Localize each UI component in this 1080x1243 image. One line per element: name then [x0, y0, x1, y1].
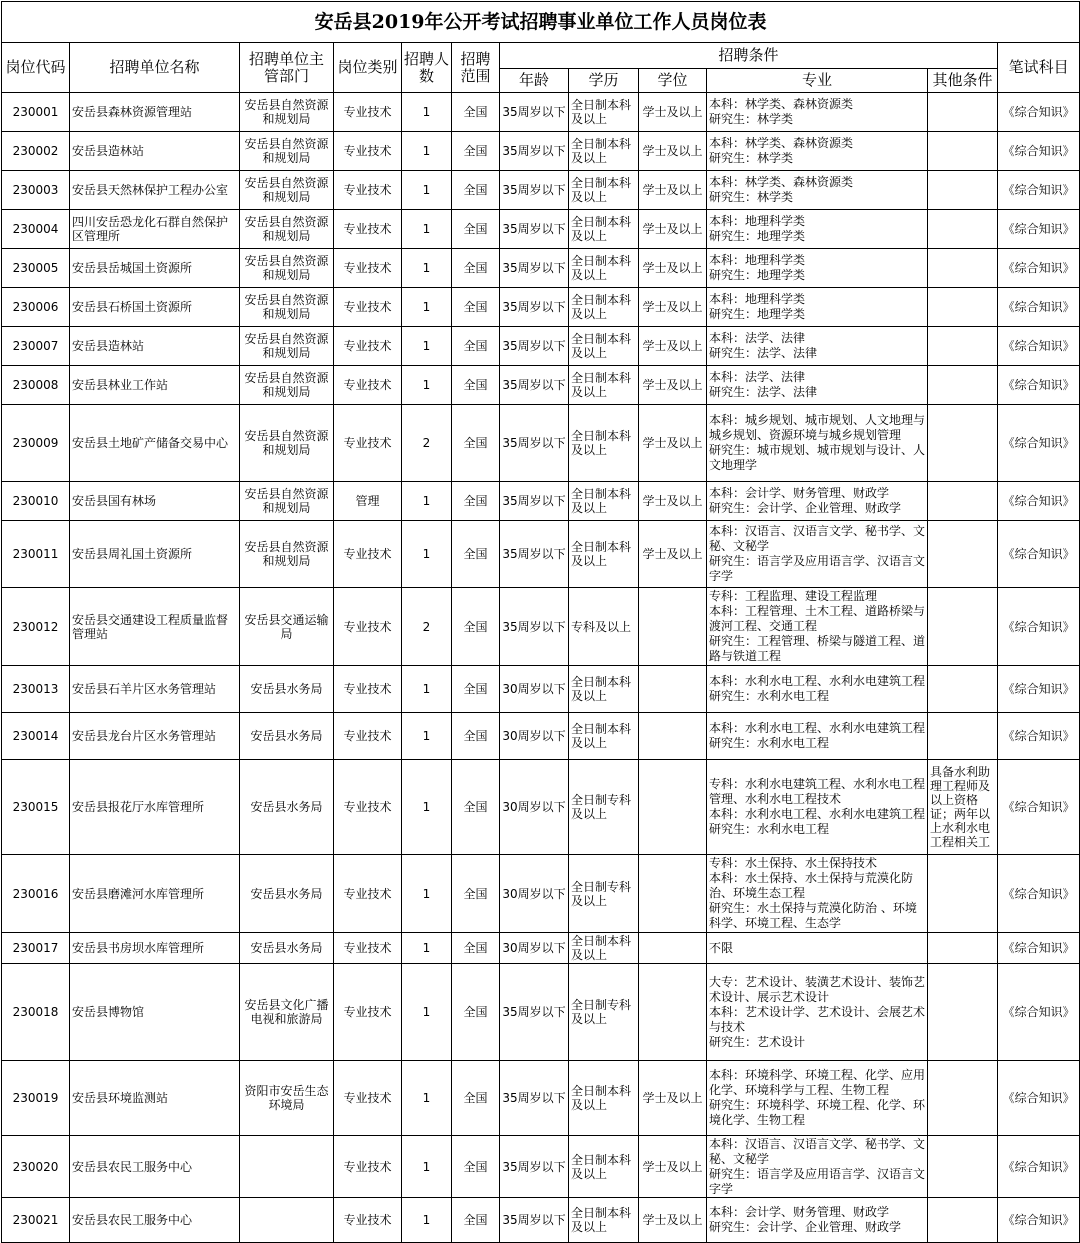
- cell-type: 专业技术: [334, 1198, 402, 1243]
- cell-type: 专业技术: [334, 366, 402, 405]
- cell-degree: [639, 713, 707, 760]
- cell-dept: 安岳县自然资源和规划局: [240, 210, 334, 249]
- cell-dept: 安岳县自然资源和规划局: [240, 249, 334, 288]
- cell-exam: 《综合知识》: [998, 521, 1080, 588]
- cell-edu: 全日制专科及以上: [569, 760, 639, 855]
- cell-scope: 全国: [452, 855, 500, 933]
- cell-other: [928, 366, 998, 405]
- cell-type: 专业技术: [334, 588, 402, 666]
- cell-exam: 《综合知识》: [998, 588, 1080, 666]
- cell-major: 本科：水利水电工程、水利水电建筑工程 研究生：水利水电工程: [707, 666, 928, 713]
- table-row: [2, 327, 1080, 366]
- cell-major: 大专：艺术设计、装潢艺术设计、装饰艺术设计、展示艺术设计 本科：艺术设计学、艺术设计、会展艺术与技术 研究生：艺术设计: [707, 964, 928, 1061]
- cell-unit: 安岳县农民工服务中心: [70, 1136, 240, 1198]
- cell-scope: 全国: [452, 933, 500, 964]
- cell-dept: 资阳市安岳生态环境局: [240, 1061, 334, 1136]
- cell-age: 30周岁以下: [500, 855, 569, 933]
- cell-count: 1: [402, 521, 452, 588]
- cell-code: 230009: [2, 405, 70, 482]
- table-row: [2, 855, 1080, 933]
- cell-major: 专科：水土保持、水土保持技术 本科：水土保持、水土保持与荒漠化防治、环境生态工程 研究生：水土保持与荒漠化防治 、环境科学、环境工程、生态学: [707, 855, 928, 933]
- table-row: [2, 666, 1080, 713]
- cell-type: 专业技术: [334, 210, 402, 249]
- cell-unit: 安岳县书房坝水库管理所: [70, 933, 240, 964]
- cell-degree: [639, 855, 707, 933]
- cell-degree: [639, 933, 707, 964]
- table-row: [2, 964, 1080, 1061]
- cell-edu: 全日制专科及以上: [569, 964, 639, 1061]
- table-row: [2, 713, 1080, 760]
- cell-age: 30周岁以下: [500, 666, 569, 713]
- cell-other: [928, 288, 998, 327]
- cell-degree: 学士及以上: [639, 132, 707, 171]
- cell-other: [928, 171, 998, 210]
- cell-age: 30周岁以下: [500, 713, 569, 760]
- cell-major: 专科：工程监理、建设工程监理 本科：工程管理、土木工程、道路桥梁与渡河工程、交通工程 研究生：工程管理、桥梁与隧道工程、道路与铁道工程: [707, 588, 928, 666]
- cell-dept: 安岳县自然资源和规划局: [240, 132, 334, 171]
- cell-dept: 安岳县自然资源和规划局: [240, 405, 334, 482]
- cell-major: 本科：水利水电工程、水利水电建筑工程 研究生：水利水电工程: [707, 713, 928, 760]
- cell-code: 230010: [2, 482, 70, 521]
- cell-edu: 全日制本科及以上: [569, 713, 639, 760]
- header-major: 专业: [707, 69, 928, 93]
- cell-other: [928, 327, 998, 366]
- cell-code: 230016: [2, 855, 70, 933]
- cell-degree: 学士及以上: [639, 1061, 707, 1136]
- cell-code: 230007: [2, 327, 70, 366]
- cell-age: 35周岁以下: [500, 366, 569, 405]
- cell-code: 230005: [2, 249, 70, 288]
- cell-count: 1: [402, 171, 452, 210]
- cell-scope: 全国: [452, 210, 500, 249]
- cell-age: 35周岁以下: [500, 1198, 569, 1243]
- cell-count: 1: [402, 210, 452, 249]
- cell-dept: 安岳县水务局: [240, 933, 334, 964]
- cell-major: 本科：汉语言、汉语言文学、秘书学、文秘、文秘学 研究生：语言学及应用语言学、汉语言文字学: [707, 521, 928, 588]
- cell-unit: 安岳县博物馆: [70, 964, 240, 1061]
- cell-code: 230013: [2, 666, 70, 713]
- cell-exam: 《综合知识》: [998, 366, 1080, 405]
- table-row: [2, 482, 1080, 521]
- cell-unit: 安岳县岳城国土资源所: [70, 249, 240, 288]
- table-row: [2, 1061, 1080, 1136]
- cell-count: 1: [402, 1061, 452, 1136]
- cell-age: 35周岁以下: [500, 171, 569, 210]
- cell-count: 1: [402, 132, 452, 171]
- cell-edu: 全日制本科及以上: [569, 171, 639, 210]
- cell-code: 230004: [2, 210, 70, 249]
- cell-dept: 安岳县自然资源和规划局: [240, 521, 334, 588]
- header-dept: 招聘单位主管部门: [240, 43, 334, 93]
- cell-code: 230001: [2, 93, 70, 132]
- table-row: [2, 405, 1080, 482]
- table-row: [2, 132, 1080, 171]
- header-type: 岗位类别: [334, 43, 402, 93]
- cell-edu: 专科及以上: [569, 588, 639, 666]
- cell-dept: 安岳县自然资源和规划局: [240, 171, 334, 210]
- cell-type: 专业技术: [334, 855, 402, 933]
- cell-dept: 安岳县水务局: [240, 666, 334, 713]
- cell-other: [928, 855, 998, 933]
- cell-scope: 全国: [452, 713, 500, 760]
- cell-other: [928, 713, 998, 760]
- cell-unit: 安岳县农民工服务中心: [70, 1198, 240, 1243]
- cell-count: 1: [402, 1136, 452, 1198]
- cell-code: 230003: [2, 171, 70, 210]
- cell-dept: 安岳县文化广播电视和旅游局: [240, 964, 334, 1061]
- cell-exam: 《综合知识》: [998, 933, 1080, 964]
- cell-dept: 安岳县自然资源和规划局: [240, 366, 334, 405]
- cell-unit: 安岳县土地矿产储备交易中心: [70, 405, 240, 482]
- cell-scope: 全国: [452, 132, 500, 171]
- cell-age: 35周岁以下: [500, 93, 569, 132]
- cell-unit: 四川安岳恐龙化石群自然保护区管理所: [70, 210, 240, 249]
- cell-edu: 全日制本科及以上: [569, 327, 639, 366]
- cell-exam: 《综合知识》: [998, 249, 1080, 288]
- cell-degree: 学士及以上: [639, 288, 707, 327]
- cell-degree: 学士及以上: [639, 482, 707, 521]
- cell-edu: 全日制本科及以上: [569, 1061, 639, 1136]
- cell-major: 本科：林学类、森林资源类 研究生：林学类: [707, 171, 928, 210]
- cell-count: 2: [402, 405, 452, 482]
- cell-age: 35周岁以下: [500, 405, 569, 482]
- cell-major: 本科：会计学、财务管理、财政学 研究生：会计学、企业管理、财政学: [707, 1198, 928, 1243]
- cell-type: 专业技术: [334, 666, 402, 713]
- cell-age: 35周岁以下: [500, 482, 569, 521]
- cell-type: 专业技术: [334, 933, 402, 964]
- cell-other: [928, 588, 998, 666]
- cell-unit: 安岳县龙台片区水务管理站: [70, 713, 240, 760]
- cell-type: 专业技术: [334, 964, 402, 1061]
- cell-other: [928, 132, 998, 171]
- cell-exam: 《综合知识》: [998, 93, 1080, 132]
- cell-degree: 学士及以上: [639, 210, 707, 249]
- cell-count: 1: [402, 93, 452, 132]
- cell-age: 35周岁以下: [500, 210, 569, 249]
- cell-count: 1: [402, 855, 452, 933]
- cell-other: [928, 249, 998, 288]
- cell-dept: 安岳县自然资源和规划局: [240, 327, 334, 366]
- cell-other: [928, 210, 998, 249]
- cell-degree: [639, 760, 707, 855]
- cell-unit: 安岳县石羊片区水务管理站: [70, 666, 240, 713]
- cell-count: 1: [402, 964, 452, 1061]
- cell-scope: 全国: [452, 1136, 500, 1198]
- cell-exam: 《综合知识》: [998, 964, 1080, 1061]
- table-row: [2, 588, 1080, 666]
- cell-type: 专业技术: [334, 1136, 402, 1198]
- header-age: 年龄: [500, 69, 569, 93]
- cell-degree: [639, 964, 707, 1061]
- cell-exam: 《综合知识》: [998, 1061, 1080, 1136]
- cell-scope: 全国: [452, 482, 500, 521]
- cell-code: 230020: [2, 1136, 70, 1198]
- cell-exam: 《综合知识》: [998, 288, 1080, 327]
- cell-scope: 全国: [452, 327, 500, 366]
- cell-count: 1: [402, 760, 452, 855]
- cell-unit: 安岳县报花厅水库管理所: [70, 760, 240, 855]
- cell-other: [928, 521, 998, 588]
- cell-type: 专业技术: [334, 405, 402, 482]
- cell-scope: 全国: [452, 588, 500, 666]
- cell-edu: 全日制本科及以上: [569, 249, 639, 288]
- cell-scope: 全国: [452, 366, 500, 405]
- cell-degree: 学士及以上: [639, 521, 707, 588]
- cell-unit: 安岳县天然林保护工程办公室: [70, 171, 240, 210]
- cell-dept: [240, 1136, 334, 1198]
- cell-code: 230017: [2, 933, 70, 964]
- cell-major: 本科：地理科学类 研究生：地理学类: [707, 288, 928, 327]
- cell-other: [928, 1136, 998, 1198]
- cell-degree: [639, 666, 707, 713]
- cell-exam: 《综合知识》: [998, 1136, 1080, 1198]
- cell-type: 专业技术: [334, 171, 402, 210]
- cell-exam: 《综合知识》: [998, 405, 1080, 482]
- cell-exam: 《综合知识》: [998, 171, 1080, 210]
- cell-type: 专业技术: [334, 93, 402, 132]
- cell-type: 专业技术: [334, 713, 402, 760]
- cell-type: 专业技术: [334, 521, 402, 588]
- cell-degree: 学士及以上: [639, 249, 707, 288]
- cell-other: [928, 666, 998, 713]
- header-exam: 笔试科目: [998, 43, 1080, 93]
- cell-scope: 全国: [452, 666, 500, 713]
- table-row: [2, 760, 1080, 855]
- cell-major: 本科：环境科学、环境工程、化学、应用化学、环境科学与工程、生物工程 研究生：环境科学、环境工程、化学、环境化学、生物工程: [707, 1061, 928, 1136]
- cell-dept: 安岳县水务局: [240, 713, 334, 760]
- cell-degree: 学士及以上: [639, 405, 707, 482]
- cell-scope: 全国: [452, 249, 500, 288]
- table-row: [2, 1136, 1080, 1198]
- cell-dept: 安岳县自然资源和规划局: [240, 93, 334, 132]
- header-degree: 学位: [639, 69, 707, 93]
- cell-edu: 全日制本科及以上: [569, 666, 639, 713]
- cell-dept: 安岳县水务局: [240, 760, 334, 855]
- cell-scope: 全国: [452, 405, 500, 482]
- cell-edu: 全日制本科及以上: [569, 93, 639, 132]
- cell-type: 专业技术: [334, 1061, 402, 1136]
- cell-scope: 全国: [452, 171, 500, 210]
- cell-unit: 安岳县造林站: [70, 327, 240, 366]
- cell-exam: 《综合知识》: [998, 1198, 1080, 1243]
- cell-edu: 全日制本科及以上: [569, 366, 639, 405]
- table-row: [2, 171, 1080, 210]
- cell-count: 1: [402, 327, 452, 366]
- page-title: 安岳县2019年公开考试招聘事业单位工作人员岗位表: [2, 2, 1080, 43]
- cell-edu: 全日制本科及以上: [569, 132, 639, 171]
- cell-scope: 全国: [452, 521, 500, 588]
- cell-exam: 《综合知识》: [998, 855, 1080, 933]
- cell-unit: 安岳县林业工作站: [70, 366, 240, 405]
- table-row: [2, 210, 1080, 249]
- cell-type: 专业技术: [334, 327, 402, 366]
- cell-age: 35周岁以下: [500, 288, 569, 327]
- cell-other: [928, 405, 998, 482]
- cell-major: 专科：水利水电建筑工程、水利水电工程管理、水利水电工程技术 本科：水利水电工程、水利水电建筑工程 研究生：水利水电工程: [707, 760, 928, 855]
- cell-major: 本科：法学、法律 研究生：法学、法律: [707, 366, 928, 405]
- cell-major: 本科：法学、法律 研究生：法学、法律: [707, 327, 928, 366]
- cell-exam: 《综合知识》: [998, 327, 1080, 366]
- cell-unit: 安岳县交通建设工程质量监督管理站: [70, 588, 240, 666]
- table-row: [2, 288, 1080, 327]
- cell-scope: 全国: [452, 1061, 500, 1136]
- cell-edu: 全日制本科及以上: [569, 1198, 639, 1243]
- cell-edu: 全日制本科及以上: [569, 521, 639, 588]
- cell-scope: 全国: [452, 93, 500, 132]
- cell-exam: 《综合知识》: [998, 666, 1080, 713]
- positions-table: [1, 1, 1080, 1243]
- cell-type: 专业技术: [334, 760, 402, 855]
- cell-age: 30周岁以下: [500, 933, 569, 964]
- cell-age: 35周岁以下: [500, 964, 569, 1061]
- cell-scope: 全国: [452, 964, 500, 1061]
- cell-other: [928, 482, 998, 521]
- cell-edu: 全日制本科及以上: [569, 405, 639, 482]
- cell-count: 1: [402, 482, 452, 521]
- cell-other: [928, 93, 998, 132]
- cell-exam: 《综合知识》: [998, 132, 1080, 171]
- cell-edu: 全日制本科及以上: [569, 210, 639, 249]
- cell-code: 230006: [2, 288, 70, 327]
- cell-degree: 学士及以上: [639, 1136, 707, 1198]
- table-row: [2, 933, 1080, 964]
- cell-age: 35周岁以下: [500, 327, 569, 366]
- cell-exam: 《综合知识》: [998, 760, 1080, 855]
- cell-degree: [639, 588, 707, 666]
- cell-code: 230015: [2, 760, 70, 855]
- cell-code: 230011: [2, 521, 70, 588]
- cell-major: 本科：城乡规划、城市规划、人文地理与城乡规划、资源环境与城乡规划管理 研究生：城市规划、城市规划与设计、人文地理学: [707, 405, 928, 482]
- cell-other: [928, 1061, 998, 1136]
- cell-exam: 《综合知识》: [998, 482, 1080, 521]
- cell-count: 1: [402, 713, 452, 760]
- cell-degree: 学士及以上: [639, 366, 707, 405]
- cell-count: 1: [402, 249, 452, 288]
- cell-major: 不限: [707, 933, 928, 964]
- cell-unit: 安岳县国有林场: [70, 482, 240, 521]
- cell-type: 专业技术: [334, 132, 402, 171]
- cell-count: 1: [402, 666, 452, 713]
- cell-major: 本科：会计学、财务管理、财政学 研究生：会计学、企业管理、财政学: [707, 482, 928, 521]
- cell-major: 本科：地理科学类 研究生：地理学类: [707, 249, 928, 288]
- cell-major: 本科：地理科学类 研究生：地理学类: [707, 210, 928, 249]
- header-edu: 学历: [569, 69, 639, 93]
- cell-age: 35周岁以下: [500, 132, 569, 171]
- cell-code: 230021: [2, 1198, 70, 1243]
- cell-edu: 全日制本科及以上: [569, 288, 639, 327]
- cell-dept: 安岳县自然资源和规划局: [240, 288, 334, 327]
- header-scope: 招聘范围: [452, 43, 500, 93]
- cell-other: 具备水利助理工程师及以上资格证；两年以上水利水电工程相关工: [928, 760, 998, 855]
- cell-type: 管理: [334, 482, 402, 521]
- cell-scope: 全国: [452, 288, 500, 327]
- cell-major: 本科：林学类、森林资源类 研究生：林学类: [707, 132, 928, 171]
- cell-edu: 全日制本科及以上: [569, 933, 639, 964]
- cell-degree: 学士及以上: [639, 171, 707, 210]
- cell-scope: 全国: [452, 760, 500, 855]
- cell-code: 230008: [2, 366, 70, 405]
- table-row: [2, 249, 1080, 288]
- cell-count: 1: [402, 1198, 452, 1243]
- cell-edu: 全日制专科及以上: [569, 855, 639, 933]
- cell-scope: 全国: [452, 1198, 500, 1243]
- cell-degree: 学士及以上: [639, 93, 707, 132]
- cell-unit: 安岳县石桥国土资源所: [70, 288, 240, 327]
- cell-unit: 安岳县森林资源管理站: [70, 93, 240, 132]
- cell-exam: 《综合知识》: [998, 210, 1080, 249]
- header-count: 招聘人数: [402, 43, 452, 93]
- cell-dept: 安岳县自然资源和规划局: [240, 482, 334, 521]
- cell-other: [928, 933, 998, 964]
- table-row: [2, 521, 1080, 588]
- cell-age: 35周岁以下: [500, 1136, 569, 1198]
- header-other: 其他条件: [928, 69, 998, 93]
- cell-degree: 学士及以上: [639, 327, 707, 366]
- cell-type: 专业技术: [334, 249, 402, 288]
- cell-code: 230019: [2, 1061, 70, 1136]
- table-row: [2, 93, 1080, 132]
- cell-age: 35周岁以下: [500, 521, 569, 588]
- header-conditions: 招聘条件: [500, 43, 998, 69]
- cell-edu: 全日制本科及以上: [569, 482, 639, 521]
- table-row: [2, 366, 1080, 405]
- cell-count: 2: [402, 588, 452, 666]
- cell-count: 1: [402, 288, 452, 327]
- cell-other: [928, 964, 998, 1061]
- cell-unit: 安岳县磨滩河水库管理所: [70, 855, 240, 933]
- cell-dept: 安岳县水务局: [240, 855, 334, 933]
- cell-dept: 安岳县交通运输局: [240, 588, 334, 666]
- cell-exam: 《综合知识》: [998, 713, 1080, 760]
- cell-degree: 学士及以上: [639, 1198, 707, 1243]
- cell-count: 1: [402, 933, 452, 964]
- cell-code: 230002: [2, 132, 70, 171]
- cell-age: 35周岁以下: [500, 249, 569, 288]
- cell-code: 230012: [2, 588, 70, 666]
- header-unit: 招聘单位名称: [70, 43, 240, 93]
- cell-count: 1: [402, 366, 452, 405]
- header-code: 岗位代码: [2, 43, 70, 93]
- cell-unit: 安岳县周礼国土资源所: [70, 521, 240, 588]
- cell-edu: 全日制本科及以上: [569, 1136, 639, 1198]
- cell-type: 专业技术: [334, 288, 402, 327]
- cell-age: 35周岁以下: [500, 588, 569, 666]
- cell-major: 本科：林学类、森林资源类 研究生：林学类: [707, 93, 928, 132]
- cell-unit: 安岳县造林站: [70, 132, 240, 171]
- cell-code: 230014: [2, 713, 70, 760]
- cell-age: 35周岁以下: [500, 1061, 569, 1136]
- cell-unit: 安岳县环境监测站: [70, 1061, 240, 1136]
- cell-code: 230018: [2, 964, 70, 1061]
- cell-major: 本科：汉语言、汉语言文学、秘书学、文秘、文秘学 研究生：语言学及应用语言学、汉语言文字学: [707, 1136, 928, 1198]
- cell-age: 30周岁以下: [500, 760, 569, 855]
